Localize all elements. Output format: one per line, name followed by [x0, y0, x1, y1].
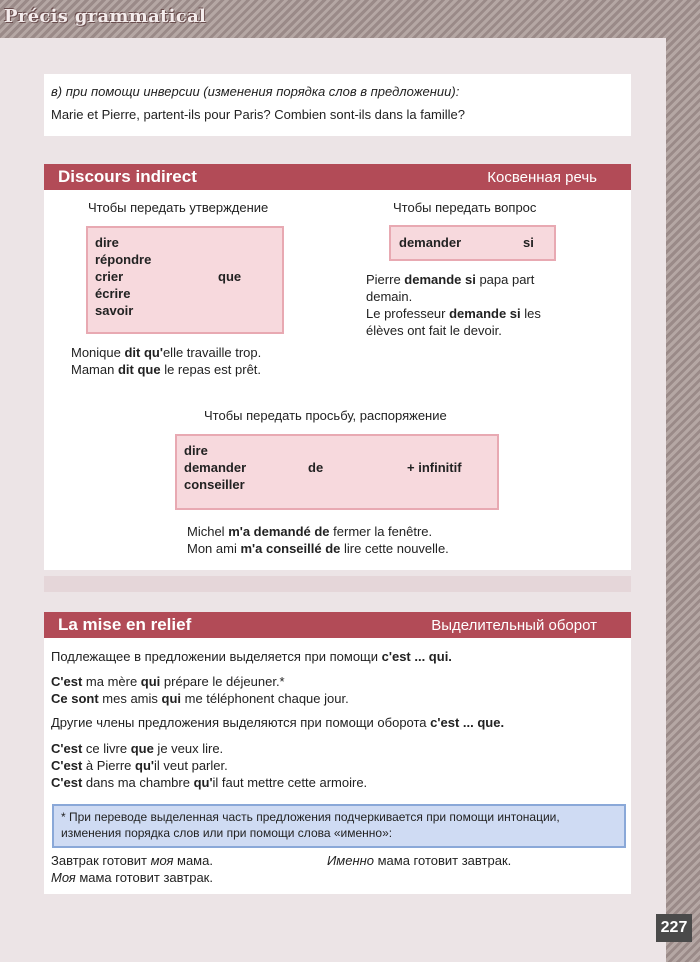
- question-conj: si: [523, 235, 534, 250]
- page-header-title: Précis grammatical: [4, 6, 207, 27]
- question-example-1: Pierre demande si papa part: [366, 272, 535, 287]
- relief-rule-1: Подлежащее в предложении выделяется при помощи c'est ... qui.: [51, 649, 452, 664]
- inversion-example: Marie et Pierre, partent-ils pour Paris? Combien sont-ils dans la famille?: [51, 107, 466, 122]
- relief-example-5: C'est dans ma chambre qu'il faut mettre cette armoire.: [51, 775, 368, 790]
- relief-title-band: [44, 612, 631, 638]
- request-prep: de: [308, 460, 324, 475]
- translation-example-2: Моя мама готовит завтрак.: [51, 870, 213, 885]
- relief-example-1: C'est ma mère qui prépare le déjeuner.*: [51, 674, 285, 689]
- request-verb: demander: [184, 460, 247, 475]
- request-box: [175, 434, 499, 510]
- request-verb: dire: [184, 443, 208, 458]
- divider-stripe: [44, 576, 631, 592]
- statement-verb: savoir: [95, 303, 134, 318]
- question-verb: demander: [399, 235, 462, 250]
- request-example-2: Mon ami m'a conseillé de lire cette nouvelle.: [187, 541, 449, 556]
- statement-verb: crier: [95, 269, 124, 284]
- statement-verb: dire: [95, 235, 119, 250]
- statement-example-1: Monique dit qu'elle travaille trop.: [71, 345, 262, 360]
- relief-example-3: C'est ce livre que je veux lire.: [51, 741, 224, 756]
- question-example-2: Le professeur demande si les: [366, 306, 541, 321]
- inversion-block: [44, 74, 631, 136]
- translation-example-3: Именно мама готовит завтрак.: [327, 853, 512, 868]
- page-number: 227: [656, 914, 692, 942]
- relief-title-ru: Выделительный оборот: [431, 617, 597, 634]
- question-caption: Чтобы передать вопрос: [393, 200, 537, 215]
- question-example-2-cont: élèves ont fait le devoir.: [366, 323, 502, 338]
- question-box: [389, 225, 556, 261]
- statement-conj: que: [218, 269, 242, 284]
- request-verb: conseiller: [184, 477, 245, 492]
- statement-box: [86, 226, 284, 334]
- indirect-title-ru: Косвенная речь: [487, 169, 597, 186]
- translation-note: [52, 804, 626, 848]
- statement-caption: Чтобы передать утверждение: [88, 200, 269, 215]
- statement-example-2: Maman dit que le repas est prêt.: [71, 362, 262, 377]
- inversion-intro: в) при помощи инверсии (изменения порядка слов в предложении):: [51, 84, 460, 99]
- relief-rule-2: Другие члены предложения выделяются при помощи оборота c'est ... que.: [51, 715, 505, 730]
- relief-example-4: C'est à Pierre qu'il veut parler.: [51, 758, 228, 773]
- translation-example-1: Завтрак готовит моя мама.: [51, 853, 213, 868]
- relief-title-fr: La mise en relief: [58, 615, 192, 634]
- relief-example-2: Ce sont mes amis qui me téléphonent chaque jour.: [51, 691, 349, 706]
- request-caption: Чтобы передать просьбу, распоряжение: [204, 408, 447, 423]
- statement-verb: écrire: [95, 286, 131, 301]
- request-example-1: Michel m'a demandé de fermer la fenêtre.: [187, 524, 433, 539]
- question-example-1-cont: demain.: [366, 289, 413, 304]
- note-line-1: * При переводе выделенная часть предложения подчеркивается при помощи интонации,: [61, 810, 560, 824]
- indirect-title-fr: Discours indirect: [58, 167, 197, 186]
- indirect-title-band: [44, 164, 631, 190]
- request-suffix: + infinitif: [407, 460, 462, 475]
- note-line-2: изменения порядка слов или при помощи слова «именно»:: [61, 826, 393, 840]
- statement-verb: répondre: [95, 252, 152, 267]
